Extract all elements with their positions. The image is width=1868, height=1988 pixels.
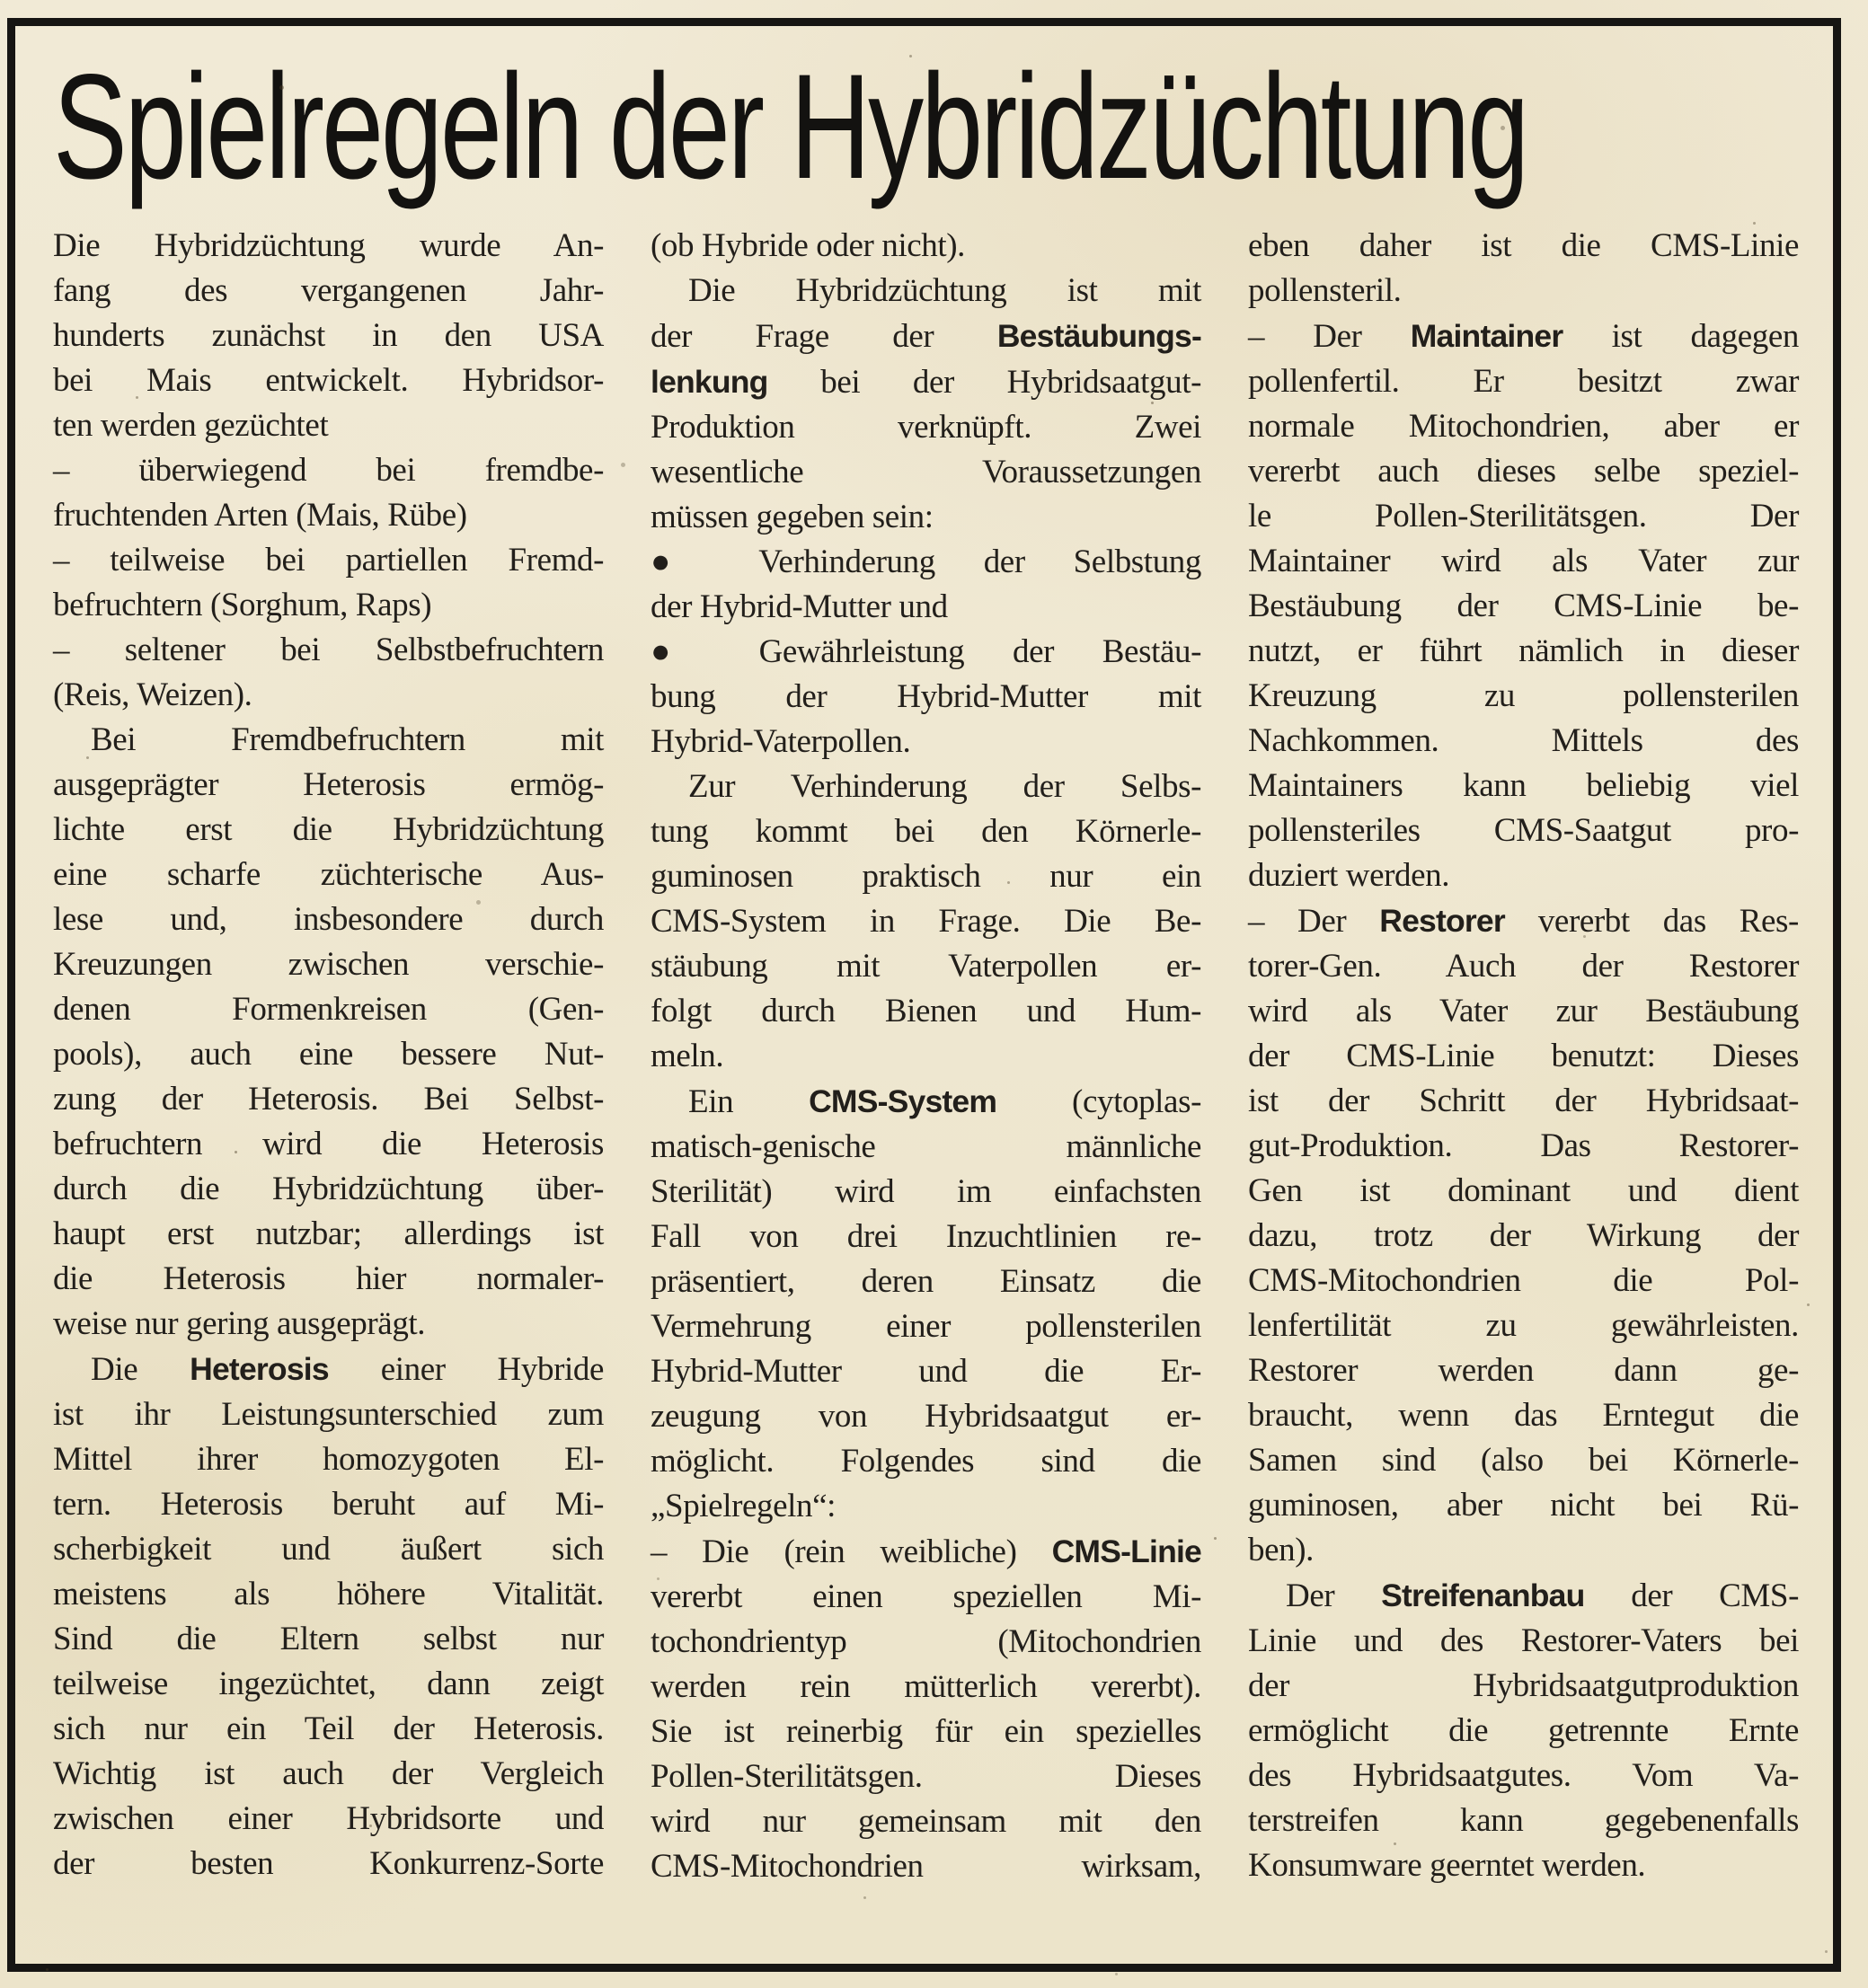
text-line: pollensteriles CMS-Saatgut pro- xyxy=(1248,812,1799,849)
text-line: normale Mitochondrien, aber er xyxy=(1248,408,1799,445)
text-line: Sind die Eltern selbst nur xyxy=(53,1621,604,1657)
text-line: gut-Produktion. Das Restorer- xyxy=(1248,1127,1799,1164)
bold-term: Heterosis xyxy=(190,1351,329,1387)
text-line: Bei Fremdbefruchtern mit xyxy=(91,721,604,758)
text-line: Konsumware geerntet werden. xyxy=(1248,1847,1646,1884)
text-line: scherbigkeit und äußert sich xyxy=(53,1531,604,1568)
text-line: Ein CMS-System (cytoplas- xyxy=(688,1083,1201,1120)
text-line: vererbt auch dieses selbe speziel- xyxy=(1248,453,1799,490)
article-columns xyxy=(53,224,1808,1889)
clipping-frame xyxy=(7,18,1841,1972)
text-line: präsentiert, deren Einsatz die xyxy=(651,1263,1201,1300)
text-line: ● Gewährleistung der Bestäu- xyxy=(651,633,1201,670)
text-line: müssen gegeben sein: xyxy=(651,499,934,535)
text-line: befruchtern wird die Heterosis xyxy=(53,1126,604,1162)
paper-speckles xyxy=(0,0,3,3)
text-line: tochondrientyp (Mitochondrien xyxy=(651,1623,1201,1660)
text-line: braucht, wenn das Erntegut die xyxy=(1248,1397,1799,1434)
text-line: CMS-System in Frage. Die Be- xyxy=(651,903,1201,940)
text-line: fruchtenden Arten (Mais, Rübe) xyxy=(53,497,467,534)
text-line: Maintainers kann beliebig viel xyxy=(1248,767,1799,804)
text-line: terstreifen kann gegebenenfalls xyxy=(1248,1802,1799,1839)
text-line: CMS-Mitochondrien wirksam, xyxy=(651,1848,1201,1885)
text-line: weise nur gering ausgeprägt. xyxy=(53,1305,426,1342)
text-line: pollensteril. xyxy=(1248,272,1402,309)
text-line: Linie und des Restorer-Vaters bei xyxy=(1248,1622,1799,1659)
text-line: torer-Gen. Auch der Restorer xyxy=(1248,948,1799,985)
text-line: denen Formenkreisen (Gen- xyxy=(53,991,604,1028)
text-line: haupt erst nutzbar; allerdings ist xyxy=(53,1215,604,1252)
text-line: ist der Schritt der Hybridsaat- xyxy=(1248,1082,1799,1119)
text-line: ausgeprägter Heterosis ermög- xyxy=(53,766,604,803)
text-line: Hybrid-Mutter und die Er- xyxy=(651,1353,1201,1390)
text-line: eine scharfe züchterische Aus- xyxy=(53,856,604,893)
text-line: guminosen praktisch nur ein xyxy=(651,858,1201,895)
text-line: (Reis, Weizen). xyxy=(53,676,252,713)
text-line: fang des vergangenen Jahr- xyxy=(53,272,604,309)
text-line: wesentliche Voraussetzungen xyxy=(651,454,1201,490)
text-line: tern. Heterosis beruht auf Mi- xyxy=(53,1486,604,1523)
text-line: Produktion verknüpft. Zwei xyxy=(651,409,1201,446)
text-line: der besten Konkurrenz-Sorte xyxy=(53,1845,604,1882)
text-line: zeugung von Hybridsaatgut er- xyxy=(651,1398,1201,1435)
text-line: Gen ist dominant und dient xyxy=(1248,1172,1799,1209)
text-line: Die Hybridzüchtung ist mit xyxy=(688,272,1201,309)
text-line: ist ihr Leistungsunterschied zum xyxy=(53,1396,604,1433)
text-line: sich nur ein Teil der Heterosis. xyxy=(53,1710,604,1747)
text-column-2 xyxy=(651,224,1201,1889)
text-line: Die Heterosis einer Hybride xyxy=(91,1351,604,1388)
text-line: tung kommt bei den Körnerle- xyxy=(651,813,1201,850)
bold-term: CMS-Linie xyxy=(1051,1533,1201,1569)
bold-term: Restorer xyxy=(1379,903,1505,939)
text-line: ben). xyxy=(1248,1532,1314,1568)
text-line: wird nur gemeinsam mit den xyxy=(651,1803,1201,1840)
text-line: folgt durch Bienen und Hum- xyxy=(651,993,1201,1029)
text-line: wird als Vater zur Bestäubung xyxy=(1248,993,1799,1029)
text-line: durch die Hybridzüchtung über- xyxy=(53,1171,604,1207)
text-line: (ob Hybride oder nicht). xyxy=(651,227,966,264)
text-line: die Heterosis hier normaler- xyxy=(53,1260,604,1297)
text-line: hunderts zunächst in den USA xyxy=(53,317,604,354)
text-line: lenkung bei der Hybridsaatgut- xyxy=(651,364,1201,401)
text-line: bung der Hybrid-Mutter mit xyxy=(651,678,1201,715)
text-line: des Hybridsaatgutes. Vom Va- xyxy=(1248,1757,1799,1794)
bold-term: Bestäubungs- xyxy=(996,318,1201,354)
text-line: meistens als höhere Vitalität. xyxy=(53,1576,604,1612)
text-line: guminosen, aber nicht bei Rü- xyxy=(1248,1487,1799,1524)
text-line: Samen sind (also bei Körnerle- xyxy=(1248,1442,1799,1479)
text-line: befruchtern (Sorghum, Raps) xyxy=(53,587,432,623)
text-line: – seltener bei Selbstbefruchtern xyxy=(53,632,604,668)
text-line: der CMS-Linie benutzt: Dieses xyxy=(1248,1038,1799,1074)
text-line: stäubung mit Vaterpollen er- xyxy=(651,948,1201,985)
text-line: bei Mais entwickelt. Hybridsor- xyxy=(53,362,604,399)
text-line: Vermehrung einer pollensterilen xyxy=(651,1308,1201,1345)
text-line: teilweise ingezüchtet, dann zeigt xyxy=(53,1666,604,1702)
text-line: Hybrid-Vaterpollen. xyxy=(651,723,911,760)
text-column-3 xyxy=(1248,224,1799,1889)
text-line: pools), auch eine bessere Nut- xyxy=(53,1036,604,1073)
headline-row xyxy=(53,37,1808,209)
text-line: dazu, trotz der Wirkung der xyxy=(1248,1217,1799,1254)
text-line: CMS-Mitochondrien die Pol- xyxy=(1248,1262,1799,1299)
text-line: meln. xyxy=(651,1038,724,1074)
text-line: Kreuzung zu pollensterilen xyxy=(1248,677,1799,714)
text-line: – Der Maintainer ist dagegen xyxy=(1248,318,1799,355)
text-line: Mittel ihrer homozygoten El- xyxy=(53,1441,604,1478)
text-line: Nachkommen. Mittels des xyxy=(1248,722,1799,759)
text-line: Pollen-Sterilitätsgen. Dieses xyxy=(651,1758,1201,1795)
text-line: – teilweise bei partiellen Fremd- xyxy=(53,542,604,579)
text-line: zwischen einer Hybridsorte und xyxy=(53,1800,604,1837)
text-line: werden rein mütterlich vererbt). xyxy=(651,1668,1201,1705)
text-line: ermöglicht die getrennte Ernte xyxy=(1248,1712,1799,1749)
bold-term: lenkung xyxy=(651,364,768,400)
text-line: duziert werden. xyxy=(1248,857,1450,894)
bold-term: Streifenanbau xyxy=(1381,1577,1585,1613)
text-column-1 xyxy=(53,224,604,1889)
text-line: matisch-genische männliche xyxy=(651,1128,1201,1165)
text-line: ● Verhinderung der Selbstung xyxy=(651,543,1201,580)
text-line: zung der Heterosis. Bei Selbst- xyxy=(53,1081,604,1118)
text-line: Der Streifenanbau der CMS- xyxy=(1286,1577,1799,1614)
article-title: Spielregeln der Hybridzüchtung xyxy=(53,44,1527,211)
text-line: Fall von drei Inzuchtlinien re- xyxy=(651,1218,1201,1255)
text-line: vererbt einen speziellen Mi- xyxy=(651,1578,1201,1615)
text-line: – Der Restorer vererbt das Res- xyxy=(1248,903,1799,940)
text-line: pollenfertil. Er besitzt zwar xyxy=(1248,363,1799,400)
text-line: lese und, insbesondere durch xyxy=(53,901,604,938)
text-line: Sterilität) wird im einfachsten xyxy=(651,1173,1201,1210)
text-line: der Hybridsaatgutproduktion xyxy=(1248,1667,1799,1704)
bold-term: CMS-System xyxy=(809,1083,997,1119)
bold-term: Maintainer xyxy=(1410,318,1563,354)
text-line: le Pollen-Sterilitätsgen. Der xyxy=(1248,498,1799,535)
text-line: der Hybrid-Mutter und xyxy=(651,588,948,625)
text-line: Restorer werden dann ge- xyxy=(1248,1352,1799,1389)
text-line: Die Hybridzüchtung wurde An- xyxy=(53,227,604,264)
text-line: Zur Verhinderung der Selbs- xyxy=(688,768,1201,805)
text-line: nutzt, er führt nämlich in dieser xyxy=(1248,632,1799,669)
text-line: Bestäubung der CMS-Linie be- xyxy=(1248,588,1799,624)
text-line: – Die (rein weibliche) CMS-Linie xyxy=(651,1533,1201,1570)
text-line: eben daher ist die CMS-Linie xyxy=(1248,227,1799,264)
text-line: ten werden gezüchtet xyxy=(53,407,329,444)
text-line: der Frage der Bestäubungs- xyxy=(651,318,1201,355)
text-line: Sie ist reinerbig für ein spezielles xyxy=(651,1713,1201,1750)
text-line: Maintainer wird als Vater zur xyxy=(1248,543,1799,579)
text-line: Wichtig ist auch der Vergleich xyxy=(53,1755,604,1792)
text-line: möglicht. Folgendes sind die xyxy=(651,1443,1201,1480)
text-line: lenfertilität zu gewährleisten. xyxy=(1248,1307,1799,1344)
text-line: Kreuzungen zwischen verschie- xyxy=(53,946,604,983)
text-line: – überwiegend bei fremdbe- xyxy=(53,452,604,489)
text-line: „Spielregeln“: xyxy=(651,1488,837,1524)
text-line: lichte erst die Hybridzüchtung xyxy=(53,811,604,848)
